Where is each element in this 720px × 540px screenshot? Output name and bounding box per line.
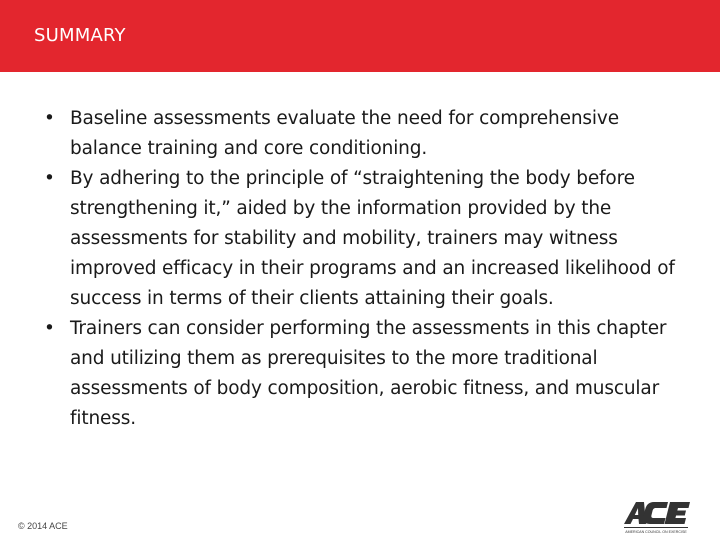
bullet-marker: • bbox=[44, 168, 55, 189]
copyright-text: © 2014 ACE bbox=[18, 521, 68, 531]
bullet-marker: • bbox=[44, 108, 55, 129]
svg-text:AMERICAN COUNCIL ON EXERCISE: AMERICAN COUNCIL ON EXERCISE bbox=[625, 530, 687, 534]
slide-title: SUMMARY bbox=[34, 25, 126, 46]
bullet-text: By adhering to the principle of “straightening the body before strengthening it,” aided by the information provided by the assessments for stability and mobility, trainers may witness improved efficacy in their programs and an increased likelihood of success in terms of their clients attaining their goals. bbox=[70, 168, 675, 309]
ace-logo bbox=[622, 500, 710, 534]
bullet-item bbox=[44, 164, 684, 314]
header-bar bbox=[0, 0, 720, 72]
bullet-text: Trainers can consider performing the assessments in this chapter and utilizing them as prerequisites to the more traditional assessments of body composition, aerobic fitness, and muscular fitness. bbox=[70, 318, 667, 429]
bullet-list bbox=[44, 104, 684, 434]
bullet-item bbox=[44, 104, 684, 164]
bullet-marker: • bbox=[44, 318, 55, 339]
bullet-item bbox=[44, 314, 684, 434]
bullet-text: Baseline assessments evaluate the need for comprehensive balance training and core conditioning. bbox=[70, 108, 619, 159]
